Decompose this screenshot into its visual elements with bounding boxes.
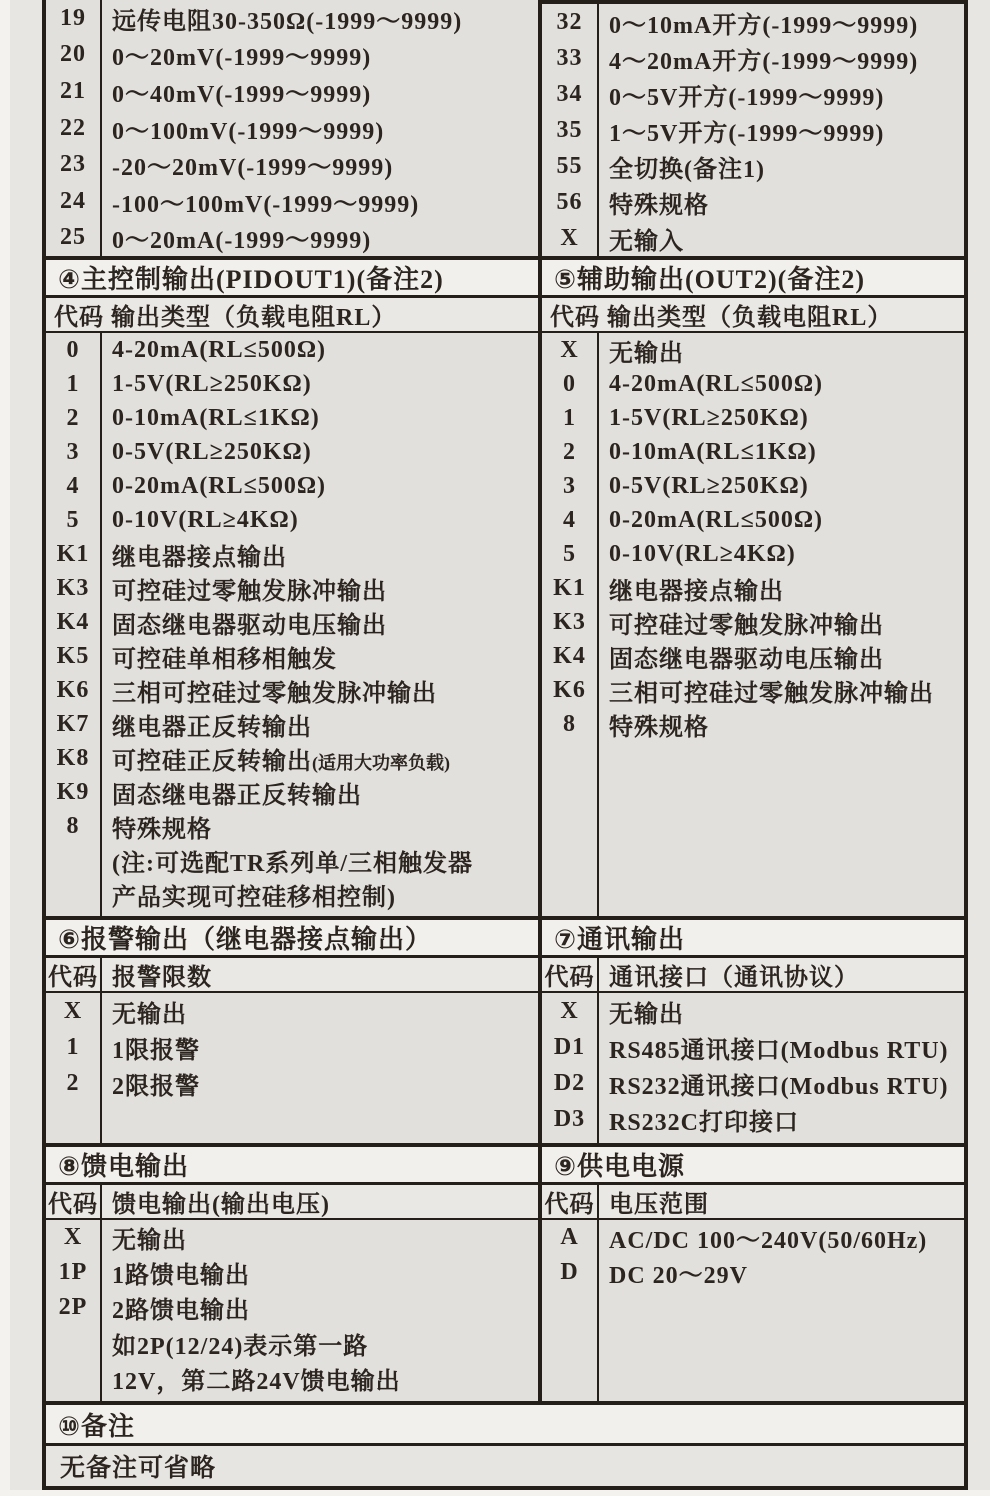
table-row <box>46 333 538 367</box>
desc-cell: 0～20mV(-1999～9999) <box>112 45 372 72</box>
section5-column <box>538 260 964 916</box>
section7-column-header <box>542 958 964 993</box>
table-row <box>46 435 538 469</box>
desc-cell: 0-20mA(RL≤500Ω) <box>112 472 327 499</box>
table-row <box>46 469 538 503</box>
desc-header-cell: 报警限数 <box>112 965 212 991</box>
desc-cell: 0-5V(RL≥250KΩ) <box>112 438 312 465</box>
code-cell: K1 <box>56 540 90 567</box>
table-row <box>46 219 538 256</box>
section-alarm-comm <box>46 920 964 1147</box>
table-row <box>46 73 538 110</box>
table-row <box>542 503 964 537</box>
table-row <box>542 993 964 1029</box>
code-cell: K8 <box>56 744 90 771</box>
desc-cell: 特殊规格 <box>609 714 709 741</box>
code-cell: K1 <box>553 574 586 601</box>
desc-cell: 1～5V开方(-1999～9999) <box>609 120 885 147</box>
code-cell: 55 <box>556 152 583 179</box>
section6-column-header <box>46 958 538 993</box>
table-row <box>46 146 538 183</box>
section-input-codes <box>46 0 964 260</box>
table-row <box>46 843 538 877</box>
section9-table <box>542 1220 964 1401</box>
code-header-cell: 代码 <box>544 965 595 991</box>
desc-cell: 2路馈电输出 <box>112 1298 250 1325</box>
section9-title: ⑨供电电源 <box>542 1147 964 1185</box>
code-cell: 23 <box>60 151 86 178</box>
table-row <box>46 537 538 571</box>
desc-cell: 继电器接点输出 <box>112 544 287 571</box>
desc-cell: 特殊规格 <box>609 192 709 219</box>
table-row <box>46 877 538 911</box>
table-row <box>542 112 964 148</box>
section-feed-power <box>46 1147 964 1405</box>
desc-header-cell: 馈电输出(输出电压) <box>112 1192 330 1218</box>
code-cell: 56 <box>556 188 583 215</box>
table-row <box>46 503 538 537</box>
desc-cell: (注:可选配TR系列单/三相触发器 <box>112 850 473 877</box>
desc-header-cell: 电压范围 <box>609 1192 709 1218</box>
desc-cell: 无输出 <box>112 1228 187 1255</box>
section4-title: ④主控制输出(PIDOUT1)(备注2) <box>46 260 538 298</box>
code-cell: K3 <box>553 608 586 635</box>
desc-cell: 1-5V(RL≥250KΩ) <box>609 404 809 431</box>
code-cell: A <box>560 1224 579 1251</box>
code-cell: K9 <box>56 778 90 805</box>
table-row <box>46 367 538 401</box>
desc-cell: 可控硅过零触发脉冲输出 <box>609 612 884 639</box>
code-cell: 1 <box>66 370 80 397</box>
desc-cell: 全切换(备注1) <box>609 156 765 183</box>
code-cell: 21 <box>60 77 86 104</box>
table-row <box>46 1255 538 1290</box>
desc-cell: 0-10V(RL≥4KΩ) <box>609 540 796 567</box>
desc-cell: 固态继电器驱动电压输出 <box>112 612 387 639</box>
code-header-cell: 代码 <box>48 965 98 991</box>
code-cell: K4 <box>553 642 586 669</box>
code-cell: X <box>560 224 579 251</box>
code-cell: K3 <box>56 574 90 601</box>
code-cell: K7 <box>56 710 90 737</box>
table-row <box>542 1029 964 1065</box>
section7-table <box>542 993 964 1143</box>
table-row <box>46 1220 538 1255</box>
desc-cell: 无输出 <box>112 1001 187 1028</box>
input-codes-left-column <box>46 0 538 256</box>
code-cell: 3 <box>563 472 576 499</box>
table-row <box>46 110 538 147</box>
table-row <box>46 401 538 435</box>
code-cell: 1 <box>66 1033 80 1060</box>
table-row <box>46 0 538 37</box>
table-row <box>542 469 964 503</box>
section5-table <box>542 333 964 916</box>
table-row <box>46 707 538 741</box>
section8-title: ⑧馈电输出 <box>46 1147 538 1185</box>
section6-column <box>46 920 538 1143</box>
desc-cell: 继电器接点输出 <box>609 578 784 605</box>
desc-cell: 0-10mA(RL≤1KΩ) <box>112 404 320 431</box>
desc-cell: 无输出 <box>609 1001 684 1028</box>
section8-column <box>46 1147 538 1401</box>
desc-header-cell: 通讯接口（通讯协议） <box>609 965 859 991</box>
table-row <box>542 1102 964 1138</box>
code-cell: 8 <box>66 812 80 839</box>
section6-title: ⑥报警输出（继电器接点输出） <box>46 920 538 958</box>
desc-cell: 三相可控硅过零触发脉冲输出 <box>609 680 934 707</box>
section5-column-header: 代码 输出类型（负载电阻RL） <box>542 298 964 333</box>
table-row <box>542 435 964 469</box>
table-row <box>542 605 964 639</box>
code-cell: 24 <box>60 187 86 214</box>
code-cell: 1P <box>58 1259 88 1286</box>
desc-cell: 0～5V开方(-1999～9999) <box>609 84 885 111</box>
table-row <box>46 639 538 673</box>
desc-cell: 可控硅单相移相触发 <box>112 646 337 673</box>
desc-cell: 1限报警 <box>112 1037 200 1064</box>
code-cell: 5 <box>563 540 576 567</box>
section6-table <box>46 993 538 1143</box>
code-cell: X <box>560 997 579 1024</box>
code-cell: 4 <box>563 506 576 533</box>
code-cell: 0 <box>563 370 576 397</box>
input-codes-right-table <box>542 4 964 256</box>
table-row <box>46 1290 538 1325</box>
table-row <box>46 673 538 707</box>
input-codes-left-table <box>46 0 538 256</box>
section9-column-header <box>542 1185 964 1220</box>
page-bottom-margin <box>0 1490 990 1496</box>
desc-cell: 0～20mA(-1999～9999) <box>112 228 372 255</box>
code-cell: K6 <box>553 676 586 703</box>
table-row <box>46 809 538 843</box>
desc-cell: 0-5V(RL≥250KΩ) <box>609 472 809 499</box>
section7-column <box>538 920 964 1143</box>
desc-cell: 特殊规格 <box>112 816 212 843</box>
code-cell: 32 <box>556 8 583 35</box>
code-cell: X <box>63 1224 83 1251</box>
table-row <box>542 40 964 76</box>
desc-cell: 4-20mA(RL≤500Ω) <box>112 336 327 363</box>
code-cell: 33 <box>556 44 583 71</box>
desc-cell: RS232C打印接口 <box>609 1110 800 1137</box>
code-cell: K4 <box>56 608 90 635</box>
code-cell: K6 <box>56 676 90 703</box>
code-cell: 2P <box>58 1294 88 1321</box>
code-cell: 0 <box>66 336 80 363</box>
table-row <box>542 401 964 435</box>
table-row <box>542 707 964 741</box>
desc-cell: 无输入 <box>609 228 684 255</box>
ordering-spec-table <box>42 0 968 1490</box>
table-row <box>46 1065 538 1101</box>
desc-cell: 可控硅正反转输出(适用大功率负载) <box>112 748 450 775</box>
table-row <box>542 673 964 707</box>
code-cell: D <box>560 1259 579 1286</box>
section8-table <box>46 1220 538 1401</box>
section4-column <box>46 260 538 916</box>
code-cell: 19 <box>60 4 86 31</box>
section-main-aux-output <box>46 260 964 920</box>
code-header-cell: 代码 <box>48 1192 98 1218</box>
desc-cell: 4～20mA开方(-1999～9999) <box>609 48 919 75</box>
code-cell: X <box>63 997 83 1024</box>
desc-cell: 产品实现可控硅移相控制) <box>112 884 396 911</box>
table-row <box>542 148 964 184</box>
desc-cell: 如2P(12/24)表示第一路 <box>112 1333 369 1360</box>
table-row <box>46 741 538 775</box>
table-row <box>542 76 964 112</box>
code-cell: D3 <box>553 1106 586 1133</box>
table-row <box>46 1029 538 1065</box>
code-header-cell: 代码 <box>544 1192 595 1218</box>
section10-title: ⑩备注 <box>46 1405 964 1446</box>
code-cell: 35 <box>556 116 583 143</box>
desc-cell: AC/DC 100～240V(50/60Hz) <box>609 1228 928 1255</box>
desc-cell: 2限报警 <box>112 1073 200 1100</box>
section5-title: ⑤辅助输出(OUT2)(备注2) <box>542 260 964 298</box>
section10-note: 无备注可省略 <box>46 1446 964 1486</box>
section8-column-header <box>46 1185 538 1220</box>
desc-cell: 三相可控硅过零触发脉冲输出 <box>112 680 437 707</box>
desc-cell: -100～100mV(-1999～9999) <box>112 191 420 218</box>
table-row <box>542 184 964 220</box>
desc-cell: RS485通讯接口(Modbus RTU) <box>609 1037 949 1064</box>
desc-cell: 0-10mA(RL≤1KΩ) <box>609 438 817 465</box>
table-row <box>542 1220 964 1255</box>
desc-cell: 12V，第二路24V馈电输出 <box>112 1368 401 1395</box>
desc-cell: 固态继电器驱动电压输出 <box>609 646 884 673</box>
code-cell: 2 <box>66 1069 80 1096</box>
code-cell: 20 <box>60 41 86 68</box>
table-row <box>542 220 964 256</box>
desc-cell: 0～40mV(-1999～9999) <box>112 81 372 108</box>
desc-cell: 0-20mA(RL≤500Ω) <box>609 506 824 533</box>
code-cell: 2 <box>563 438 576 465</box>
desc-cell: 无输出 <box>609 340 684 367</box>
table-row <box>46 183 538 220</box>
desc-cell: 0～10mA开方(-1999～9999) <box>609 12 919 39</box>
section4-column-header: 代码 输出类型（负载电阻RL） <box>46 298 538 333</box>
section4-table <box>46 333 538 916</box>
code-cell: K5 <box>56 642 90 669</box>
desc-cell: 0～100mV(-1999～9999) <box>112 118 385 145</box>
code-cell: D2 <box>553 1069 586 1096</box>
desc-cell: RS232通讯接口(Modbus RTU) <box>609 1073 949 1100</box>
code-cell: 25 <box>60 224 86 251</box>
table-row <box>542 367 964 401</box>
table-row <box>46 993 538 1029</box>
table-row <box>46 775 538 809</box>
code-cell: 8 <box>563 710 576 737</box>
table-row <box>46 1326 538 1361</box>
table-row <box>542 1255 964 1290</box>
table-row <box>542 1065 964 1101</box>
table-row <box>46 1361 538 1396</box>
desc-cell: 0-10V(RL≥4KΩ) <box>112 506 299 533</box>
table-row <box>542 4 964 40</box>
code-cell: 3 <box>66 438 80 465</box>
desc-cell: -20～20mV(-1999～9999) <box>112 155 394 182</box>
desc-cell: 固态继电器正反转输出 <box>112 782 362 809</box>
code-cell: 2 <box>66 404 80 431</box>
code-cell: 1 <box>563 404 576 431</box>
desc-cell: 可控硅过零触发脉冲输出 <box>112 578 387 605</box>
table-row <box>542 537 964 571</box>
desc-cell: 继电器正反转输出 <box>112 714 312 741</box>
table-row <box>46 37 538 74</box>
table-row <box>46 605 538 639</box>
code-cell: D1 <box>553 1033 586 1060</box>
desc-cell: 1-5V(RL≥250KΩ) <box>112 370 312 397</box>
code-cell: 22 <box>60 114 86 141</box>
desc-cell: 4-20mA(RL≤500Ω) <box>609 370 824 397</box>
table-row <box>542 571 964 605</box>
section9-column <box>538 1147 964 1401</box>
table-row <box>46 571 538 605</box>
page-left-margin <box>0 0 10 1496</box>
table-row <box>542 333 964 367</box>
code-cell: 5 <box>66 506 80 533</box>
desc-cell: 远传电阻30-350Ω(-1999～9999) <box>112 8 463 35</box>
desc-cell: DC 20～29V <box>609 1263 748 1290</box>
code-cell: 34 <box>556 80 583 107</box>
code-cell: X <box>560 336 579 363</box>
code-cell: 4 <box>66 472 80 499</box>
input-codes-right-column <box>538 0 964 256</box>
table-row <box>542 639 964 673</box>
section7-title: ⑦通讯输出 <box>542 920 964 958</box>
desc-cell: 1路馈电输出 <box>112 1263 250 1290</box>
